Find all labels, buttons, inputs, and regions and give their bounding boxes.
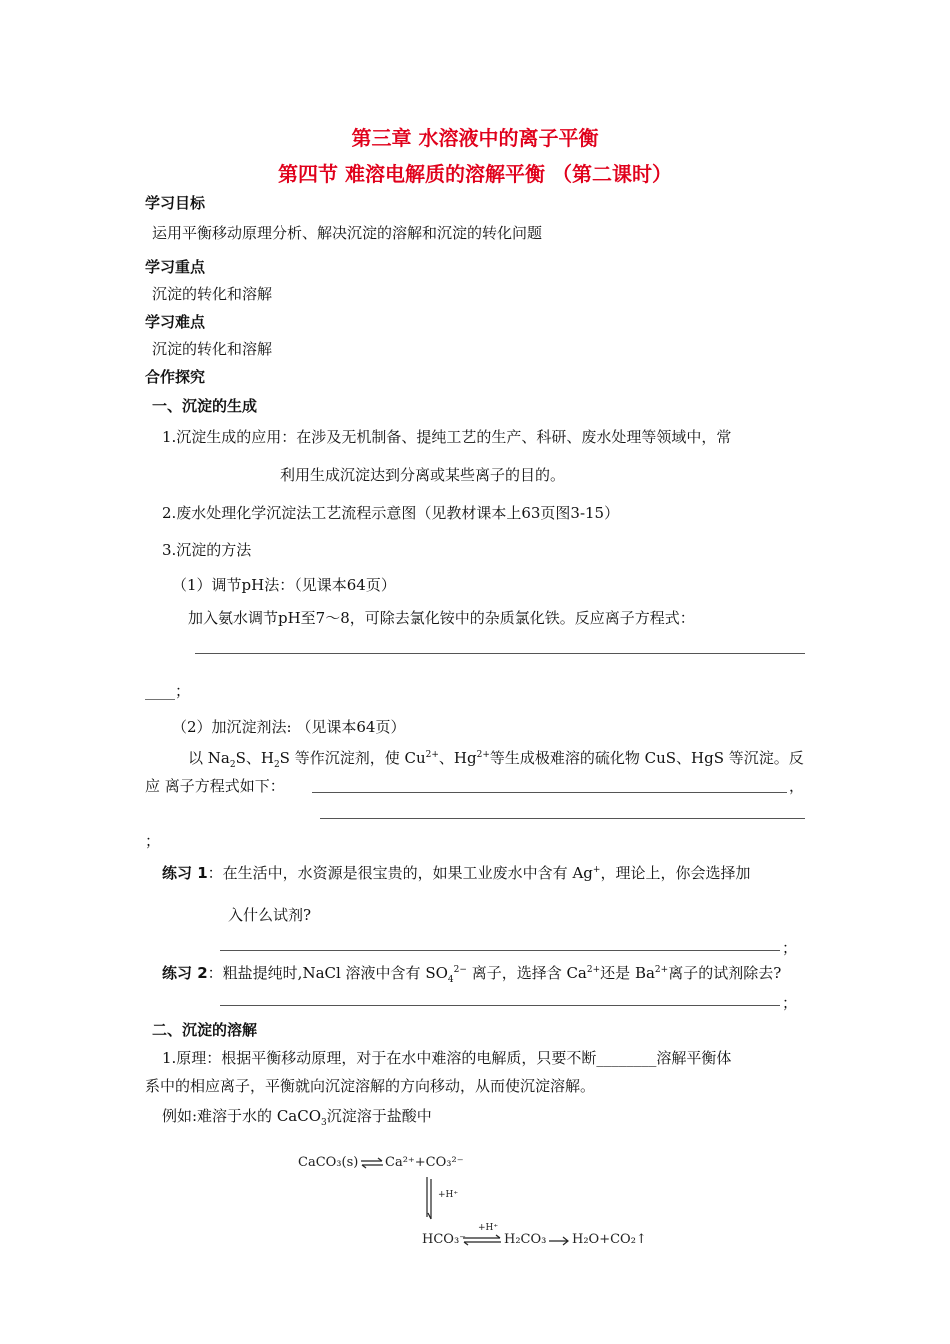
practice2: 练习 2：粗盐提纯时,NaCl 溶液中含有 $SO_4^{2-}$ 离子，选择含 $Ca^{2+}$还是 $Ba^{2+}$离子的试剂除去? [162,964,782,985]
method1-text: 加入氨水调节pH至7～8，可除去氯化铵中的杂质氯化铁。反应离子方程式： [188,609,695,627]
practice1-line2: 入什么试剂? [228,906,312,924]
part1-item2: 2.废水处理化学沉淀法工艺流程示意图（见教材课本上63页图3-15） [162,504,620,522]
method1-end: ____； [145,682,191,700]
practice1-end: ； [782,939,798,957]
chapter-title: 第三章 水溶液中的离子平衡 [351,126,599,150]
method1-heading: （1）调节pH法：（见课本64页） [172,576,396,594]
keypoints-text: 沉淀的转化和溶解 [152,285,273,303]
objectives-heading: 学习目标 [145,194,206,212]
part1-item1-line2: 利用生成沉淀达到分离或某些离子的目的。 [280,466,566,484]
scheme-ions: Ca²⁺+CO₃²⁻ [385,1155,464,1170]
objectives-text: 运用平衡移动原理分析、解决沉淀的溶解和沉淀的转化问题 [152,224,543,242]
scheme-arrow-label: +H⁺ [478,1223,499,1233]
practice1-seg: ：在生活中，水资源是很宝贵的，如果工业废水中含有 Ag [207,864,593,882]
part2-principle-line1: 1.原理：根据平衡移动原理，对于在水中难溶的电解质，只要不断________溶解平衡体 [162,1049,732,1067]
keypoints-heading: 学习重点 [145,258,206,276]
right-arrow-icon [548,1236,570,1246]
practice1: 练习 1：在生活中，水资源是很宝贵的，如果工业废水中含有 Ag+，理论上，你会选择加 [162,864,751,882]
difficulties-text: 沉淀的转化和溶解 [152,340,273,358]
method2-seg: 、Hg [438,749,477,767]
part1-heading: 一、沉淀的生成 [152,397,258,415]
practice2-seg: 还是 Ba [600,964,655,982]
practice2-seg: 离子，选择含 Ca [466,964,587,982]
answer-line[interactable] [220,950,780,951]
difficulties-heading: 学习难点 [145,313,206,331]
example-seg: 沉淀溶于盐酸中 [326,1107,432,1125]
practice2-seg: ：粗盐提纯时,NaCl 溶液中含有 SO [207,964,448,982]
scheme-h2co3: H₂CO₃ [504,1232,547,1247]
down-equilibrium-icon [424,1175,434,1221]
answer-line[interactable] [320,818,805,819]
practice2-seg: 离子的试剂除去? [668,964,782,982]
scheme-products: H₂O+CO₂↑ [572,1232,647,1247]
method2-seg: 等生成极难溶的硫化物 CuS、HgS 等沉淀。反 [489,749,804,767]
scheme-down-label: +H⁺ [438,1190,459,1200]
part1-item3: 3.沉淀的方法 [162,541,252,559]
equilibrium-arrow-icon [360,1157,384,1169]
part2-heading: 二、沉淀的溶解 [152,1021,258,1039]
section-title: 第四节 难溶电解质的溶解平衡 （第二课时） [278,162,672,186]
part2-principle-line2: 系中的相应离子，平衡就向沉淀溶解的方向移动，从而使沉淀溶解。 [145,1077,596,1095]
part1-item1-line1: 1.沉淀生成的应用：在涉及无机制备、提纯工艺的生产、科研、废水处理等领域中，常 [162,428,732,446]
method2-seg: 以 Na [188,749,230,767]
example-seg: 例如:难溶于水的 CaCO [162,1107,322,1125]
practice2-end: ； [782,994,798,1012]
scheme-hco3: HCO₃⁻ [422,1232,467,1247]
answer-line[interactable] [195,653,805,654]
answer-line[interactable] [312,792,787,793]
practice1-label: 练习 1 [162,864,208,882]
method2-seg: S 等作沉淀剂，使 Cu [279,749,426,767]
method2-text: 以 $Na_2S$、$H_2S$ 等作沉淀剂，使 $Cu^{2+}$、$Hg^{2+}$等生成极难溶的硫化物 CuS、HgS 等沉淀。反 [188,749,804,770]
explore-heading: 合作探究 [145,368,206,386]
scheme-caco3: CaCO₃(s) [298,1155,359,1170]
method2-heading: （2）加沉淀剂法: （见课本64页） [172,718,406,736]
semicolon: ； [145,832,161,850]
comma: ， [789,777,805,795]
method2-line2: 应 离子方程式如下： [145,777,285,795]
answer-line[interactable] [220,1005,780,1006]
practice1-seg: ，理论上，你会选择加 [600,864,751,882]
part2-example: 例如:难溶于水的 CaCO$_3$沉淀溶于盐酸中 [162,1107,432,1128]
equilibrium-arrow-icon [462,1234,502,1246]
method2-seg: S、H [235,749,274,767]
practice2-label: 练习 2 [162,964,208,982]
